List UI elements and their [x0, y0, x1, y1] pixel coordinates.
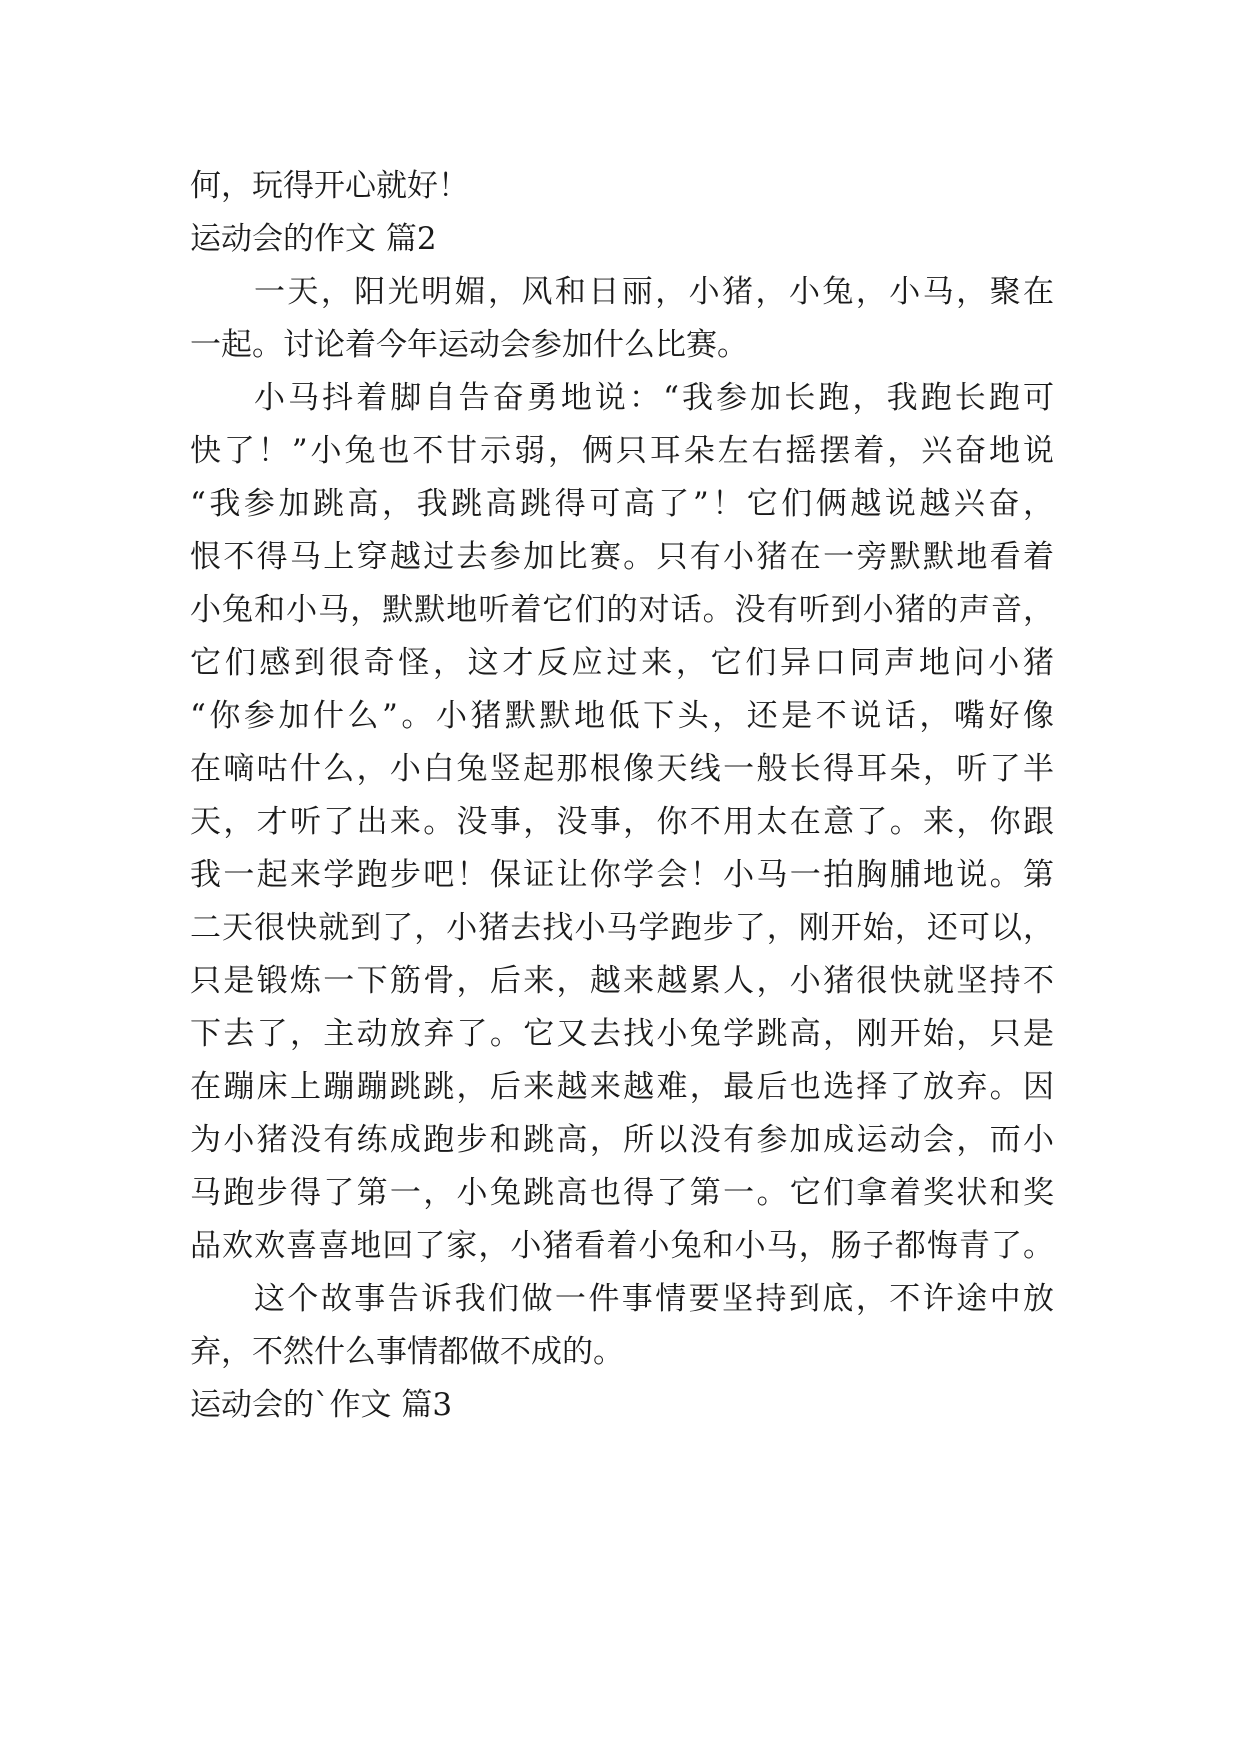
- paragraph-line: 一起。讨论着今年运动会参加什么比赛。: [190, 327, 748, 363]
- paragraph-line: 只是锻炼一下筋骨，后来，越来越累人，小猪很快就坚持不: [190, 963, 1054, 999]
- paragraph-line: 在蹦床上蹦蹦跳跳，后来越来越难，最后也选择了放弃。因: [190, 1069, 1054, 1105]
- paragraph-1: [190, 266, 1054, 372]
- paragraph-line: 恨不得马上穿越过去参加比赛。只有小猪在一旁默默地看着: [190, 539, 1054, 575]
- paragraph-line: 在嘀咕什么，小白兔竖起那根像天线一般长得耳朵，听了半: [190, 751, 1054, 787]
- paragraph-line: “我参加跳高，我跳高跳得可高了”！它们俩越说越兴奋，: [190, 486, 1054, 522]
- paragraph-line: 小兔和小马，默默地听着它们的对话。没有听到小猪的声音，: [190, 592, 1054, 628]
- section-heading-2: 运动会的作文 篇2: [190, 221, 437, 257]
- paragraph-line: 快了！”小兔也不甘示弱，俩只耳朵左右摇摆着，兴奋地说: [190, 433, 1054, 469]
- paragraph-line: 马跑步得了第一，小兔跳高也得了第一。它们拿着奖状和奖: [190, 1175, 1054, 1211]
- paragraph-line: 为小猪没有练成跑步和跳高，所以没有参加成运动会，而小: [190, 1122, 1054, 1158]
- document-page: [190, 160, 1054, 1432]
- paragraph-line: 这个故事告诉我们做一件事情要坚持到底，不许途中放: [254, 1281, 1054, 1317]
- paragraph-line: 二天很快就到了，小猪去找小马学跑步了，刚开始，还可以，: [190, 910, 1054, 946]
- section-heading-3: 运动会的`作文 篇3: [190, 1387, 453, 1423]
- paragraph-line: 它们感到很奇怪，这才反应过来，它们异口同声地问小猪: [190, 645, 1054, 681]
- paragraph-line: 小马抖着脚自告奋勇地说：“我参加长跑，我跑长跑可: [254, 380, 1054, 416]
- paragraph-line: “你参加什么”。小猪默默地低下头，还是不说话，嘴好像: [190, 698, 1054, 734]
- paragraph-line: 弃，不然什么事情都做不成的。: [190, 1334, 624, 1370]
- paragraph-line: 品欢欢喜喜地回了家，小猪看着小兔和小马，肠子都悔青了。: [190, 1228, 1054, 1264]
- paragraph-3: [190, 1273, 1054, 1379]
- paragraph-line: 天，才听了出来。没事，没事，你不用太在意了。来，你跟: [190, 804, 1054, 840]
- paragraph-line: 一天，阳光明媚，风和日丽，小猪，小兔，小马，聚在: [254, 274, 1054, 310]
- paragraph-2: [190, 372, 1054, 1273]
- continuation-line: 何，玩得开心就好！: [190, 168, 469, 204]
- paragraph-line: 下去了，主动放弃了。它又去找小兔学跳高，刚开始，只是: [190, 1016, 1054, 1052]
- paragraph-line: 我一起来学跑步吧！保证让你学会！小马一拍胸脯地说。第: [190, 857, 1054, 893]
